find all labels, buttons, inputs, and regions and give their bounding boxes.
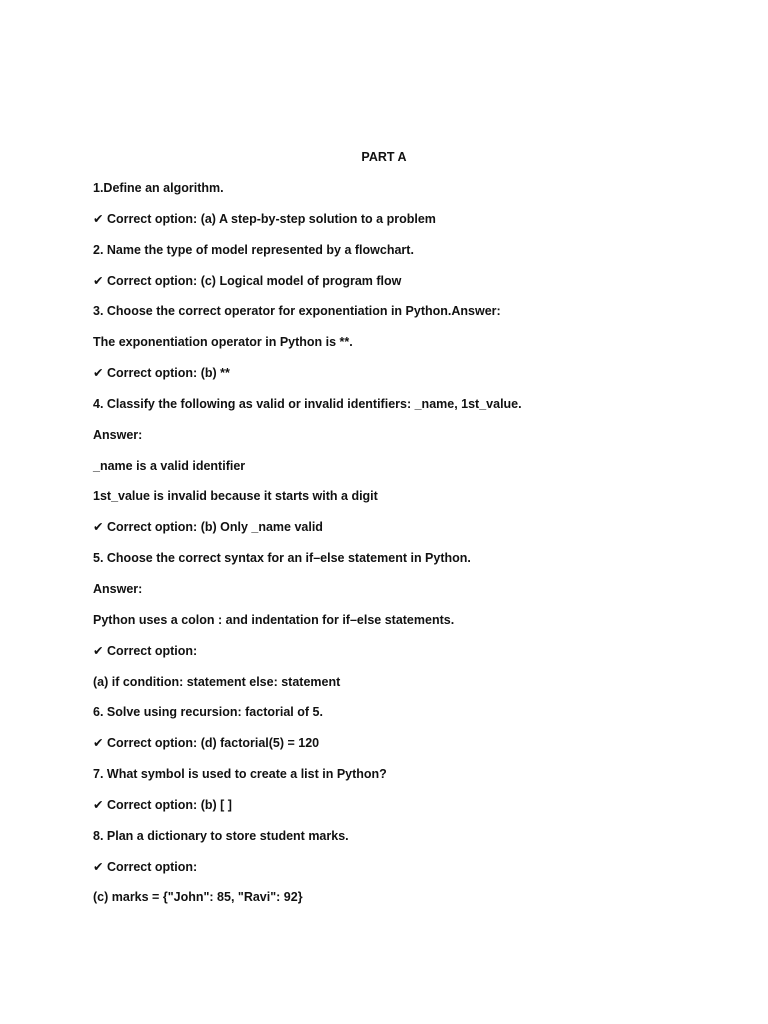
answer-8-correct-option-label: ✔ Correct option:: [93, 859, 198, 874]
question-1: 1.Define an algorithm.: [93, 181, 224, 195]
answer-5-label: Answer:: [93, 581, 143, 596]
answer-8-correct-option: (c) marks = {"John": 85, "Ravi": 92}: [93, 890, 303, 905]
question-4: 4. Classify the following as valid or invalid identifiers: _name, 1st_value.: [93, 396, 522, 411]
answer-3-explanation: The exponentiation operator in Python is **.: [93, 335, 353, 350]
answer-2-correct-option: ✔ Correct option: (c) Logical model of program flow: [93, 273, 402, 288]
answer-5-correct-option: (a) if condition: statement else: statement: [93, 674, 341, 689]
answer-7-correct-option: ✔ Correct option: (b) [ ]: [93, 797, 232, 812]
answer-1-correct-option: ✔ Correct option: (a) A step-by-step solution to a problem: [93, 211, 436, 226]
question-6: 6. Solve using recursion: factorial of 5.: [93, 705, 323, 720]
answer-4-correct-option: ✔ Correct option: (b) Only _name valid: [93, 520, 323, 535]
answer-4-explanation-1: _name is a valid identifier: [93, 458, 246, 473]
answer-4-explanation-2: 1st_value is invalid because it starts with a digit: [93, 489, 378, 504]
question-list: [93, 179, 713, 919]
question-2: 2. Name the type of model represented by a flowchart.: [93, 242, 414, 257]
answer-5-correct-option-label: ✔ Correct option:: [93, 643, 198, 658]
answer-5-explanation: Python uses a colon : and indentation for if–else statements.: [93, 612, 455, 627]
page-title: PART A: [361, 150, 407, 164]
answer-3-correct-option: ✔ Correct option: (b) **: [93, 366, 230, 381]
question-3: 3. Choose the correct operator for exponentiation in Python.Answer:: [93, 304, 501, 319]
answer-4-label: Answer:: [93, 427, 143, 442]
question-7: 7. What symbol is used to create a list in Python?: [93, 767, 387, 782]
answer-6-correct-option: ✔ Correct option: (d) factorial(5) = 120: [93, 736, 320, 751]
question-5: 5. Choose the correct syntax for an if–else statement in Python.: [93, 551, 471, 566]
question-8: 8. Plan a dictionary to store student marks.: [93, 828, 349, 843]
